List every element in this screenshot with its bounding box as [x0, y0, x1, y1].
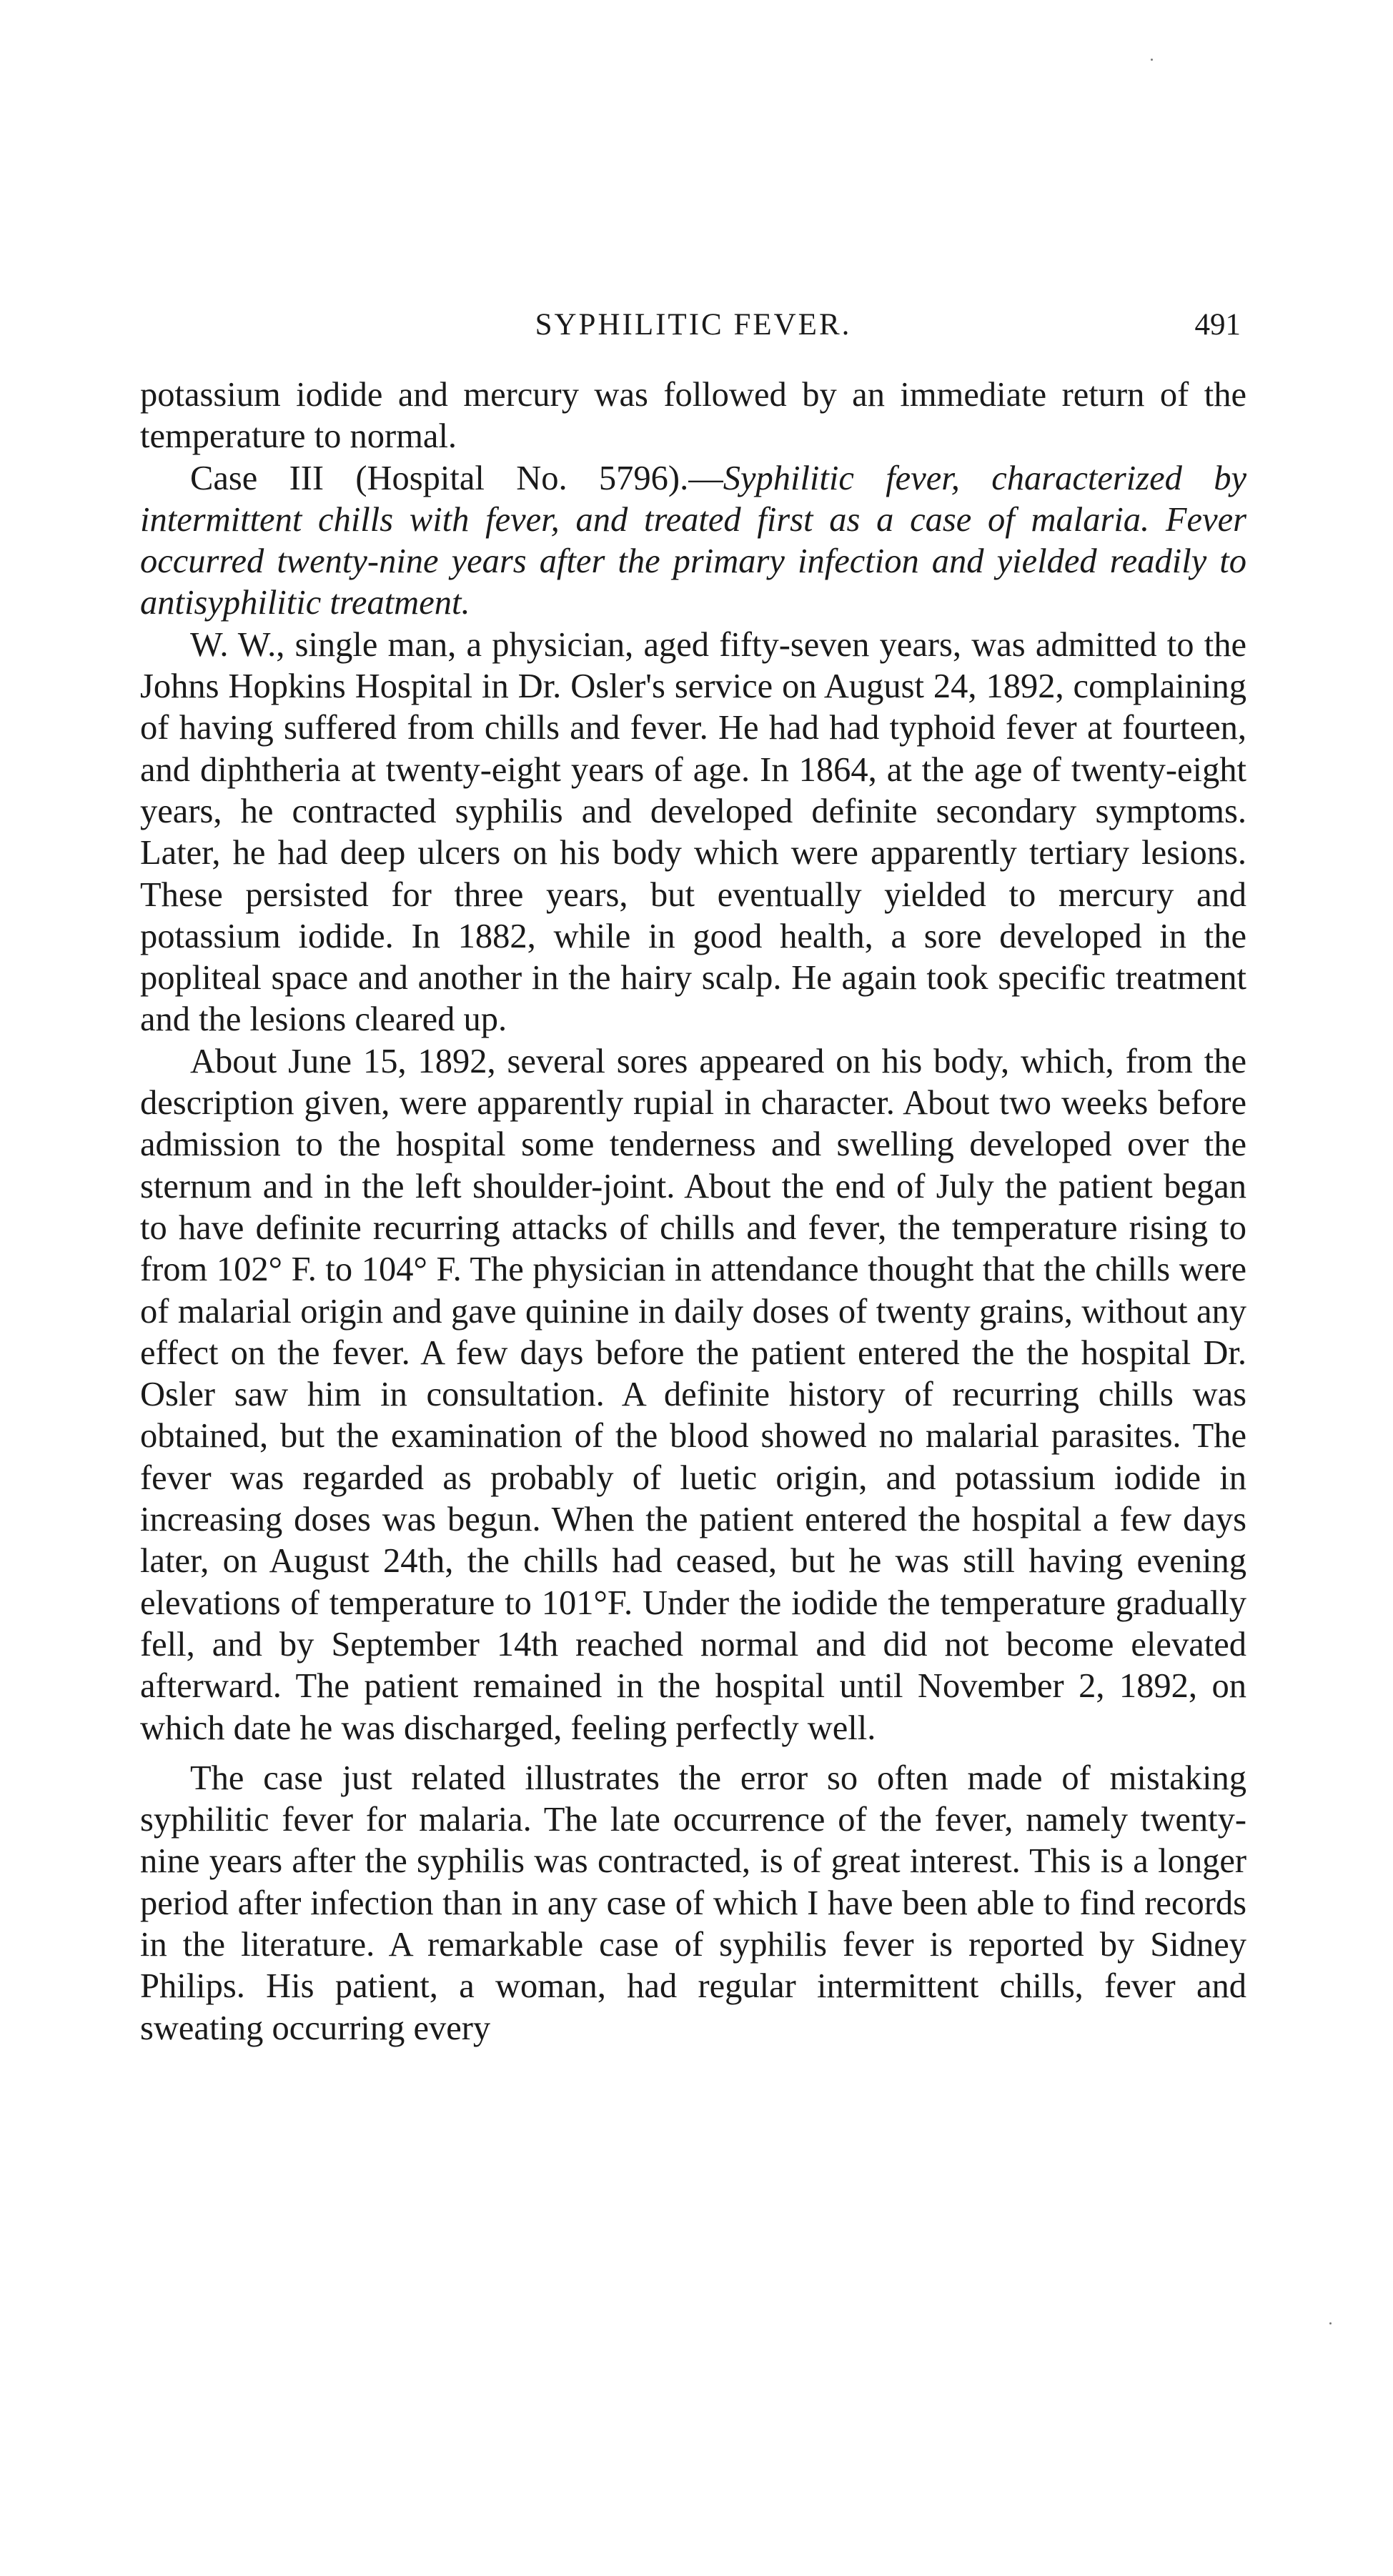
paragraph: W. W., single man, a physician, aged fifty-seven years, was admitted to the Johns Hopkins Hospital in Dr. Osler's service on August 24, 1892, complaining of having suffered from chills and fever. He had had typhoid fever at fourteen, and diphtheria at twenty-eight years of age. In 1864, at the age of twenty-eight years, he contracted syphilis and developed definite secondary symptoms. Later, he had deep ulcers on his body which were apparently tertiary lesions. These persisted for three years, but eventually yielded to mercury and potassium iodide. In 1882, while in good health, a sore developed in the popliteal space and another in the hairy scalp. He again took specific treatment and the lesions cleared up.: [140, 625, 1246, 1039]
page-number: 491: [1194, 308, 1241, 342]
paragraph: potassium iodide and mercury was followed by an immediate return of the temperature to normal.: [140, 376, 1246, 456]
scan-speck: [1151, 59, 1153, 61]
body-text: [140, 374, 1246, 2049]
paragraph: About June 15, 1892, several sores appeared on his body, which, from the description given, were apparently rupial in character. About two weeks before admission to the hospital some tenderness and swelling developed over the sternum and in the left shoulder-joint. About the end of July the patient began to have definite recurring attacks of chills and fever, the temperature rising to from 102° F. to 104° F. The physician in attendance thought that the chills were of malarial origin and gave quinine in daily doses of twenty grains, without any effect on the fever. A few days before the patient entered the the hospital Dr. Osler saw him in consultation. A definite history of recurring chills was obtained, but the examination of the blood showed no malarial parasites. The fever was regarded as probably of luetic origin, and potassium iodide in increasing doses was begun. When the patient entered the hospital a few days later, on August 24th, the chills had ceased, but he was still having evening elevations of temperature to 101°F. Under the iodide the temperature gradually fell, and by September 14th reached normal and did not become elevated afterward. The patient remained in the hospital until November 2, 1892, on which date he was discharged, feeling perfectly well.: [140, 1042, 1246, 1747]
running-title: SYPHILITIC FEVER.: [535, 308, 852, 342]
running-head: [140, 300, 1246, 350]
scan-speck: [1329, 2322, 1332, 2324]
paragraph: The case just related illustrates the error so often made of mistaking syphilitic fever for malaria. The late occurrence of the fever, namely twenty-nine years after the syphilis was contracted, is of great interest. This is a longer period after infection than in any case of which I have been able to find records in the literature. A remarkable case of syphilis fever is reported by Sidney Philips. His patient, a woman, had regular intermittent chills, fever and sweating occurring every: [140, 1759, 1246, 2047]
page-content: [140, 300, 1246, 2458]
case-heading-paragraph: [140, 458, 1246, 625]
case-heading: Case III (Hospital No. 5796).—: [190, 459, 723, 497]
case-summary: Syphilitic fever, characterized by intermittent chills with fever, and treated first as a case of malaria. Fever occurred twenty-nine years after the primary infection and yielded readily to antisyphilitic treatment.: [140, 459, 1246, 622]
